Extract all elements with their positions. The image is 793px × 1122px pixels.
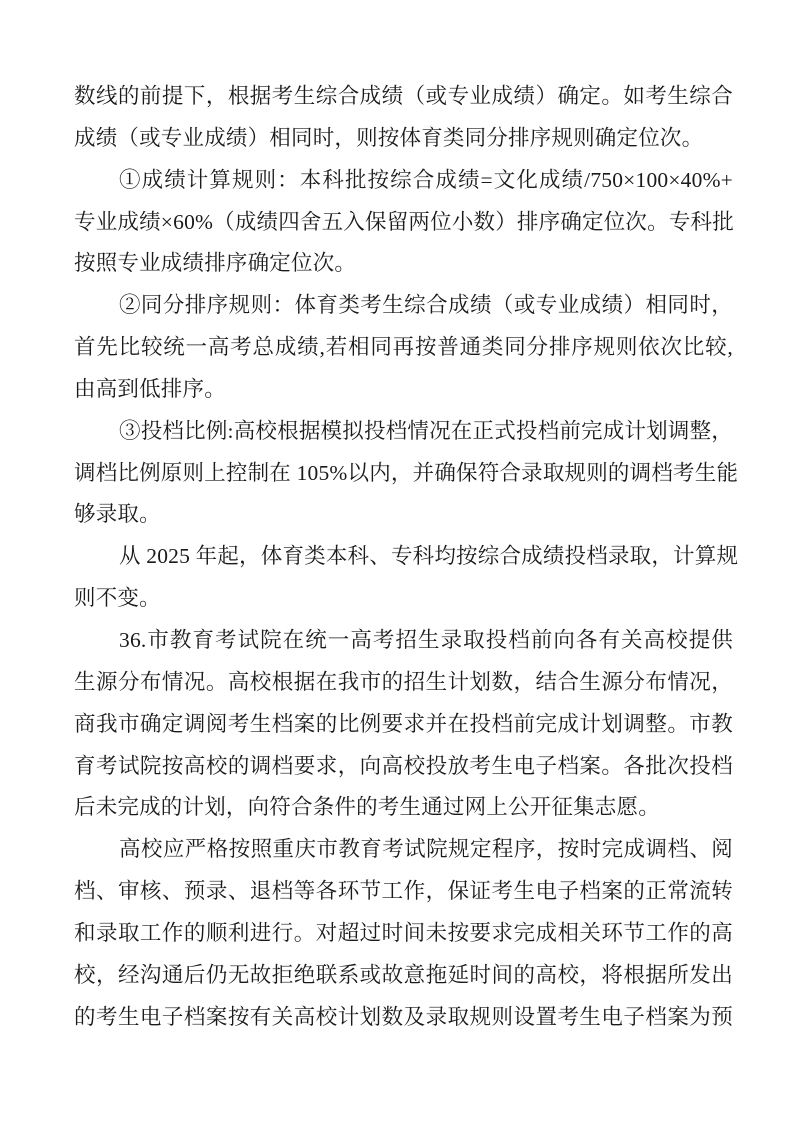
document-line: 的考生电子档案按有关高校计划数及录取规则设置考生电子档案为预: [74, 1004, 733, 1029]
document-line: 从 2025 年起，体育类本科、专科均按综合成绩投档录取，计算规: [119, 544, 739, 569]
document-line: 商我市确定调阅考生档案的比例要求并在投档前完成计划调整。市教: [74, 711, 733, 736]
document-line: 育考试院按高校的调档要求，向高校投放考生电子档案。各批次投档: [74, 753, 733, 778]
document-line: 和录取工作的顺利进行。对超过时间未按要求完成相关环节工作的高: [74, 920, 733, 945]
document-line: 则不变。: [74, 586, 161, 611]
document-line: 数线的前提下，根据考生综合成绩（或专业成绩）确定。如考生综合: [74, 84, 733, 108]
document-text-block: [74, 76, 739, 1038]
document-line: ③投档比例:高校根据模拟投档情况在正式投档前完成计划调整，: [119, 418, 733, 443]
document-line: 后未完成的计划，向符合条件的考生通过网上公开征集志愿。: [74, 795, 660, 820]
document-line: 档、审核、预录、退档等各环节工作，保证考生电子档案的正常流转: [74, 879, 733, 904]
document-line: 高校应严格按照重庆市教育考试院规定程序，按时完成调档、阅: [119, 837, 733, 862]
document-line: ②同分排序规则：体育类考生综合成绩（或专业成绩）相同时，: [119, 293, 733, 318]
document-line: 按照专业成绩排序确定位次。: [74, 251, 357, 276]
document-line: 校，经沟通后仍无故拒绝联系或故意拖延时间的高校，将根据所发出: [74, 962, 733, 987]
document-line: 生源分布情况。高校根据在我市的招生计划数，结合生源分布情况，: [74, 669, 733, 694]
document-line: 调档比例原则上控制在 105%以内，并确保符合录取规则的调档考生能: [74, 460, 739, 485]
document-line: 专业成绩×60%（成绩四舍五入保留两位小数）排序确定位次。专科批: [74, 209, 734, 234]
document-line: 成绩（或专业成绩）相同时，则按体育类同分排序规则确定位次。: [74, 125, 704, 150]
document-line: ①成绩计算规则：本科批按综合成绩=文化成绩/750×100×40%+: [119, 167, 733, 192]
document-line: 由高到低排序。: [74, 376, 226, 401]
document-line: 首先比较统一高考总成绩,若相同再按普通类同分排序规则依次比较,: [74, 335, 733, 360]
document-line: 够录取。: [74, 502, 161, 527]
document-line: 36.市教育考试院在统一高考招生录取投档前向各有关高校提供: [119, 627, 733, 652]
